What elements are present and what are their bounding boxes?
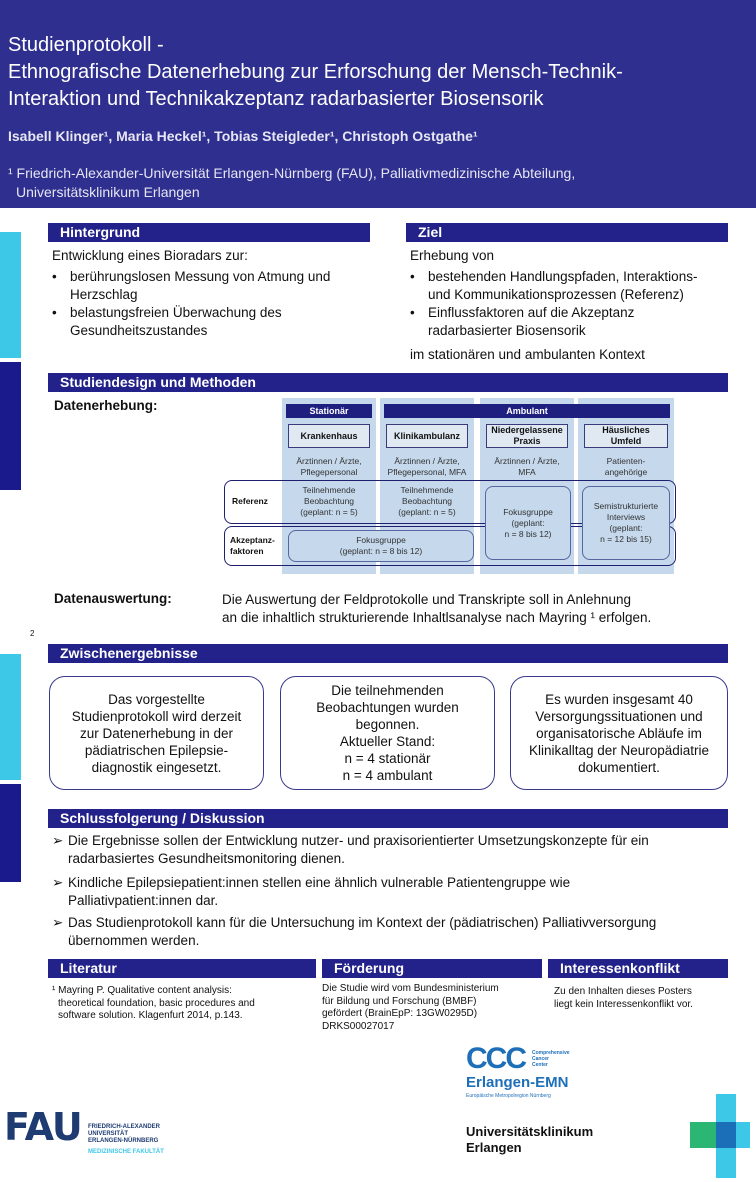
fau-logo-text: ERLANGEN-NÜRNBERG	[88, 1138, 159, 1144]
role-cell: Ärztinnen / Ärzte, Pflegepersonal, MFA	[387, 456, 467, 477]
bullet-dot: •	[410, 269, 415, 284]
ziel-intro: Erhebung von	[410, 248, 495, 263]
subheader-krankenhaus: Krankenhaus	[288, 424, 370, 448]
poster-header	[0, 0, 756, 208]
section-heading-foerderung: Förderung	[322, 959, 542, 978]
authors: Isabell Klinger¹, Maria Heckel¹, Tobias Steigleder¹, Christoph Ostgathe¹	[8, 128, 478, 144]
hintergrund-bullet: • berührungslosen Messung von Atmung und Herzschlag	[52, 269, 331, 302]
side-strip-navy	[0, 362, 21, 490]
conclusion-item: ➢ Kindliche Epilepsiepatient:innen stellen eine ähnlich vulnerable Patientengruppe wie Palliativpatient:innen dar.	[52, 875, 571, 908]
ziel-bullet: • bestehenden Handlungspfaden, Interaktions- und Kommunikationsprozessen (Referenz)	[410, 269, 698, 302]
result-box: Es wurden insgesamt 40 Versorgungssituationen und organisatorische Abläufe im Klinikalltag der Neuropädiatrie dokumentiert.	[510, 676, 728, 790]
fau-logo-text: MEDIZINISCHE FAKULTÄT	[88, 1149, 164, 1155]
interessen-text: Zu den Inhalten dieses Posters liegt kein Interessenkonflikt vor.	[554, 986, 693, 1010]
ccc-subline: Europäische Metropolregion Nürnberg	[466, 1093, 551, 1099]
side-strip-navy	[0, 784, 21, 882]
fokusgruppe-box: Fokusgruppe (geplant: n = 8 bis 12)	[485, 486, 571, 560]
bullet-dot: •	[52, 269, 57, 284]
role-cell: Ärztinnen / Ärzte, Pflegepersonal	[296, 456, 362, 477]
study-design-table	[222, 398, 682, 578]
result-box: Das vorgestellte Studienprotokoll wird derzeit zur Datenerhebung in der pädiatrischen Epilepsie- diagnostik eingesetzt.	[49, 676, 264, 790]
title-line: Interaktion und Technikakzeptanz radarbasierter Biosensorik	[8, 88, 544, 110]
section-heading-studiendesign: Studiendesign und Methoden	[48, 373, 728, 392]
ccc-logo: CCC	[466, 1042, 525, 1075]
poster-title	[8, 32, 748, 113]
datenerhebung-label: Datenerhebung:	[54, 398, 158, 413]
section-heading-hintergrund: Hintergrund	[48, 223, 370, 242]
logo-square	[716, 1094, 736, 1122]
uk-squares-logo-icon	[690, 1094, 750, 1180]
bullet-dot: •	[52, 305, 57, 320]
affiliation-line: Universitätsklinikum Erlangen	[16, 184, 200, 200]
arrow-bullet-icon: ➢	[52, 875, 64, 890]
subheader-haeusliches-umfeld: Häusliches Umfeld	[584, 424, 668, 448]
ziel-outro: im stationären und ambulanten Kontext	[410, 347, 645, 362]
conclusion-item: ➢ Die Ergebnisse sollen der Entwicklung nutzer- und praxisorientierter Umsetzungskonzepte für ein radarbasiertes Gesundheitsmonitoring dienen.	[52, 833, 649, 866]
datenauswertung-label: Datenauswertung:	[54, 591, 172, 606]
bullet-dot: •	[410, 305, 415, 320]
header-ambulant: Ambulant	[384, 404, 670, 418]
arrow-bullet-icon: ➢	[52, 833, 64, 848]
title-line: Ethnografische Datenerhebung zur Erforschung der Mensch-Technik-	[8, 61, 623, 83]
arrow-bullet-icon: ➢	[52, 915, 64, 930]
role-cell: Ärztinnen / Ärzte, MFA	[494, 456, 560, 477]
subheader-klinikambulanz: Klinikambulanz	[386, 424, 468, 448]
side-strip-cyan	[0, 654, 21, 780]
ziel-bullet: • Einflussfaktoren auf die Akzeptanz radarbasierter Biosensorik	[410, 305, 635, 338]
role-cell: Patienten- angehörige	[604, 456, 648, 477]
subheader-niedergelassene-praxis: Niedergelassene Praxis	[486, 424, 568, 448]
hintergrund-intro: Entwicklung eines Bioradars zur:	[52, 248, 248, 263]
section-heading-literatur: Literatur	[48, 959, 316, 978]
uk-erlangen-logo-text: Universitätsklinikum Erlangen	[466, 1124, 594, 1155]
section-heading-interessenkonflikt: Interessenkonflikt	[548, 959, 728, 978]
foerderung-text: Die Studie wird vom Bundesministerium für Bildung und Forschung (BMBF) gefördert (BrainEpP: 13GW0295D) DRKS00027017	[322, 983, 499, 1032]
logo-square	[736, 1122, 750, 1148]
result-box: Die teilnehmenden Beobachtungen wurden begonnen. Aktueller Stand: n = 4 stationär n = 4 ambulant	[280, 676, 495, 790]
logo-square	[716, 1122, 736, 1148]
teilnehmende-beobachtung-cell: Teilnehmende Beobachtung (geplant: n = 5)	[398, 485, 456, 517]
title-line: Studienprotokoll -	[8, 34, 164, 56]
side-strip-cyan	[0, 232, 21, 358]
logo-square	[716, 1148, 736, 1178]
conclusion-item: ➢ Das Studienprotokoll kann für die Untersuchung im Kontext der (pädiatrischen) Palliativversorgung übernommen werden.	[52, 915, 657, 948]
hintergrund-bullet: • belastungsfreien Überwachung des Gesundheitszustandes	[52, 305, 282, 338]
header-stationaer: Stationär	[286, 404, 372, 418]
section-heading-ziel: Ziel	[406, 223, 728, 242]
logo-square	[690, 1122, 716, 1148]
page-marker: 2	[30, 629, 35, 638]
teilnehmende-beobachtung-cell: Teilnehmende Beobachtung (geplant: n = 5)	[300, 485, 358, 517]
row-label-referenz: Referenz	[232, 496, 268, 506]
literatur-text: ¹ Mayring P. Qualitative content analysis: theoretical foundation, basic procedures and software solution. Klagenfurt 2014, p.143.	[52, 985, 255, 1021]
fokusgruppe-stationaer-box: Fokusgruppe (geplant: n = 8 bis 12)	[288, 530, 474, 562]
fau-logo: FAU	[4, 1105, 82, 1149]
ccc-logo-text: Comprehensive Cancer Center	[532, 1050, 570, 1068]
section-heading-zwischenergebnisse: Zwischenergebnisse	[48, 644, 728, 663]
ccc-emn-text: Erlangen-EMN	[466, 1074, 569, 1091]
interviews-box: Semistrukturierte Interviews (geplant: n = 12 bis 15)	[582, 486, 670, 560]
affiliation-line: ¹ Friedrich-Alexander-Universität Erlangen-Nürnberg (FAU), Palliativmedizinische Abteilung,	[8, 165, 576, 181]
fau-logo-text: UNIVERSITÄT	[88, 1131, 129, 1137]
row-label-akzeptanz: Akzeptanz- faktoren	[230, 535, 275, 556]
section-heading-schlussfolgerung: Schlussfolgerung / Diskussion	[48, 809, 728, 828]
fau-logo-text: FRIEDRICH-ALEXANDER	[88, 1124, 160, 1130]
datenauswertung-text: Die Auswertung der Feldprotokolle und Transkripte soll in Anlehnung an die inhaltlich strukturierende Inhaltlsanalyse nach Mayring ¹ erfolgen.	[222, 592, 652, 625]
